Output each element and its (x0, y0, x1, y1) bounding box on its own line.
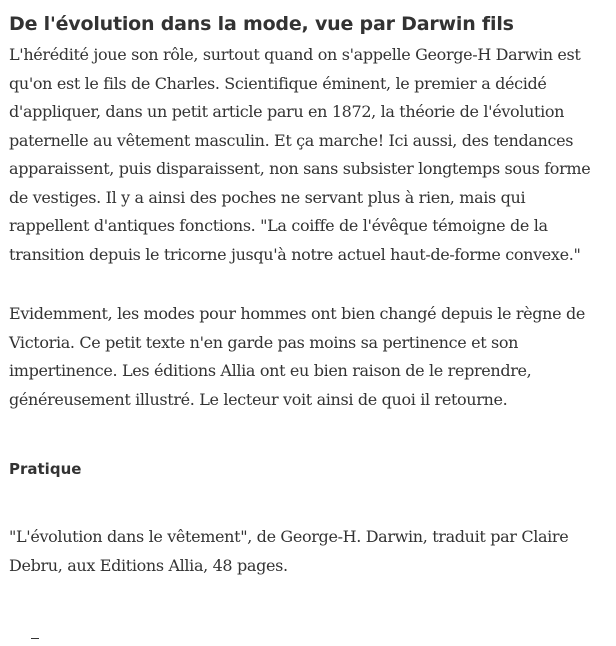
divider-dash (31, 638, 39, 639)
article-paragraph-1: L'hérédité joue son rôle, surtout quand on s'appelle George-H Darwin est qu'on est le fils de Charles. Scientifique éminent, le premier a décidé d'appliquer, dans un petit article paru en 1872, la théorie de l'évolution paternelle au vêtement masculin. Et ça marche! Ici aussi, des tendances apparaissent, puis disparaissent, non sans subsister longtemps sous forme de vestiges. Il y a ainsi des poches ne servant plus à rien, mais qui rappellent d'antiques fonctions. "La coiffe de l'évêque témoigne de la transition depuis le tricorne jusqu'à notre actuel haut-de-forme convexe." (9, 45, 591, 264)
article (9, 10, 609, 580)
article-headline: De l'évolution dans la mode, vue par Darwin fils (9, 13, 514, 35)
article-paragraph-2: Evidemment, les modes pour hommes ont bien changé depuis le règne de Victoria. Ce petit texte n'en garde pas moins sa pertinence et son impertinence. Les éditions Allia ont eu bien raison de le reprendre, généreusement illustré. Le lecteur voit ainsi de quoi il retourne. (9, 304, 585, 409)
book-reference: "L'évolution dans le vêtement", de George-H. Darwin, traduit par Claire Debru, aux Editions Allia, 48 pages. (9, 527, 569, 575)
section-heading-pratique: Pratique (9, 460, 82, 478)
